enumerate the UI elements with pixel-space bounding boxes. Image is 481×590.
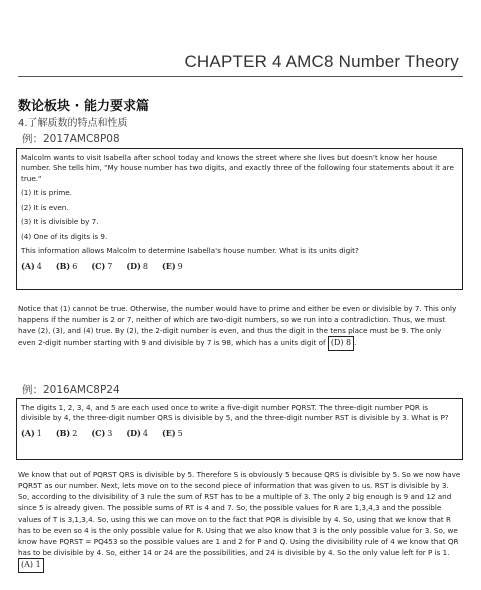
problem-box-2	[16, 398, 463, 460]
statement-4: (4) One of its digits is 9.	[21, 231, 108, 241]
problem-text: The digits 1, 2, 3, 4, and 5 are each used once to write a five-digit number PQRST. The three-digit number PQR is divisible by 4, the three-digit number QRS is divisible by 5, and the three-digit number RST is divisible by 3. What is P?	[21, 403, 449, 423]
solution-text: We know that out of PQRST QRS is divisible by 5. Therefore S is obviously 5 because QRS is divisible by 5. So we now have PQR5T as our number. Next, lets move on to the second piece of information that was given to us. RST is divisible by 3. So, according to the divisibility of 3 rule the sum of RST has to be a multiple of 3. The only 2 big enough is 9 and 12 and since 5 is already given. The possible sums of RT is 4 and 7. So, the possible values for R are 1,3,4,3 and the possible values of T is 3,1,3,4. So, using this we can move on to the fact that PQR is divisible by 4. So, using that we know that R has to be even so 4 is the only possible value for R. Using that we also know that 3 is the only possible value for 3. So, we know have PQRST = PQ453 so the possible values are 1 and 2 for P and Q. Using the divisibility rule of 4 we know that QR has to be divisible by 4. So, either 14 or 24 are the possibilities, and 24 is divisible by 4. So the only value left for P is 1.	[18, 470, 461, 558]
choice-b: (B) 6	[55, 260, 78, 271]
chapter-header: CHAPTER 4 AMC8 Number Theory	[184, 52, 459, 71]
choice-e: (E) 9	[161, 260, 183, 271]
statement-1: (1) It is prime.	[21, 188, 72, 198]
example-label-2: 例：2016AMC8P24	[22, 384, 120, 396]
section-subtitle: 4.了解质数的特点和性质	[18, 118, 128, 129]
statement-3: (3) It is divisible by 7.	[21, 217, 99, 227]
choice-d: (D) 4	[126, 427, 148, 438]
solution-text: Notice that (1) cannot be true. Otherwise, the number would have to prime and either be even or divisible by 7. This only happens if the number is 2 or 7, neither of which are two-digit numbers, so we run into a contradiction. Thus, we must have (2), (3), and (4) true. By (2), the 2-digit number is even, and thus the digit in the tens place must be 9. The only even 2-digit number starting with 9 and divisible by 7 is 98, which has a units digit of	[18, 304, 457, 348]
problem-question: This information allows Malcolm to determine Isabella's house number. What is its units digit?	[21, 246, 359, 256]
choice-a: (A) 1	[21, 427, 42, 438]
choice-d: (D) 8	[126, 260, 148, 271]
choice-c: (C) 3	[91, 427, 113, 438]
choice-a: (A) 4	[21, 260, 42, 271]
answer-choices	[21, 428, 458, 440]
example-label-1: 例：2017AMC8P08	[22, 133, 120, 145]
statement-2: (2) It is even.	[21, 202, 69, 212]
answer-box: (A) 1	[18, 558, 44, 572]
solution-1: Notice that (1) cannot be true. Otherwise, the number would have to prime and either be even or divisible by 7. This only happens if the number is 2 or 7, neither of which are two-digit numbers, so we run into a contradiction. Thus, we must have (2), (3), and (4) true. By (2), the 2-digit number is even, and thus the digit in the tens place must be 9. The only even 2-digit number starting with 9 and divisible by 7 is 98, which has a units digit of (D) 8 .	[18, 303, 461, 351]
choice-e: (E) 5	[161, 427, 183, 438]
choice-b: (B) 2	[55, 427, 78, 438]
choice-c: (C) 7	[91, 260, 113, 271]
solution-2	[18, 469, 461, 573]
answer-box: (D) 8	[328, 336, 354, 350]
section-title: 数论板块 · 能力要求篇	[18, 99, 149, 114]
problem-box-1	[16, 148, 463, 290]
problem-intro: Malcolm wants to visit Isabella after school today and knows the street where she lives but doesn't know her house number. She tells him, "My house number has two digits, and exactly three of the following four statements about it are true."	[21, 153, 454, 183]
header-rule	[18, 76, 463, 77]
answer-choices	[21, 261, 458, 273]
